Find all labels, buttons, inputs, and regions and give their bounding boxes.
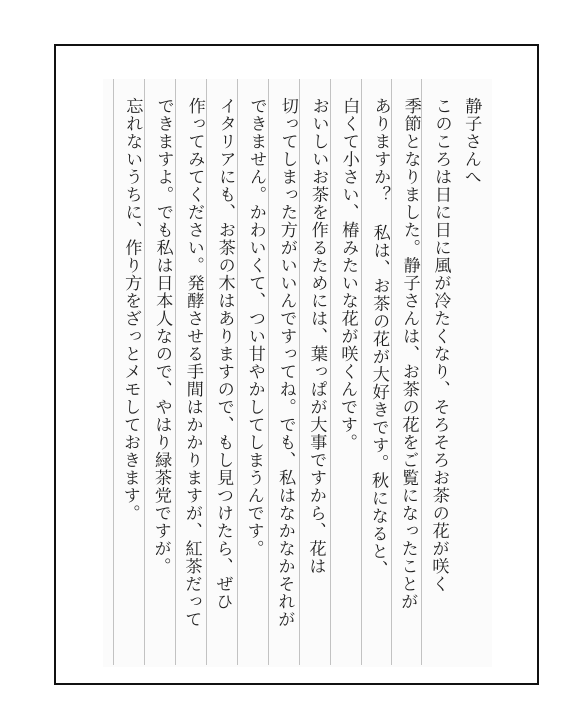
letter-line: イタリアにも、お茶の木はありますので、もし見つけたら、ぜひ — [212, 96, 236, 611]
letter-line: このころは日に日に風が冷たくなり、そろそろお茶の花が咲く — [428, 96, 452, 593]
letter-line: おいしいお茶を作るためには、葉っぱが大事ですから、花は — [305, 96, 329, 575]
letter-salutation: 静子さんへ — [460, 96, 482, 186]
letter-paper — [103, 79, 492, 667]
page-frame — [54, 44, 539, 685]
letter-line: 忘れないうちに、作り方をざっとメモしておきます。 — [119, 96, 143, 522]
letter-line: できますよ。でも私は日本人なので、やはり緑茶党ですが。 — [150, 96, 174, 575]
letter-line: 切ってしまった方がいいんですってね。でも、私はなかなかそれが — [274, 96, 298, 629]
letter-line: 白くて小さい、椿みたいな花が咲くんです。 — [336, 96, 360, 452]
letter-line: 作ってみてください。発酵させる手間はかかりますが、紅茶だって — [181, 96, 205, 629]
ruled-line — [113, 79, 114, 665]
letter-line: できません。かわいくて、つい甘やかしてしまうんです。 — [243, 96, 267, 558]
letter-line: ありますか？ 私は、お茶の花が大好きです。秋になると、 — [367, 96, 391, 578]
letter-line: 季節となりました。静子さんは、お茶の花をご覧になったことが — [397, 96, 421, 611]
